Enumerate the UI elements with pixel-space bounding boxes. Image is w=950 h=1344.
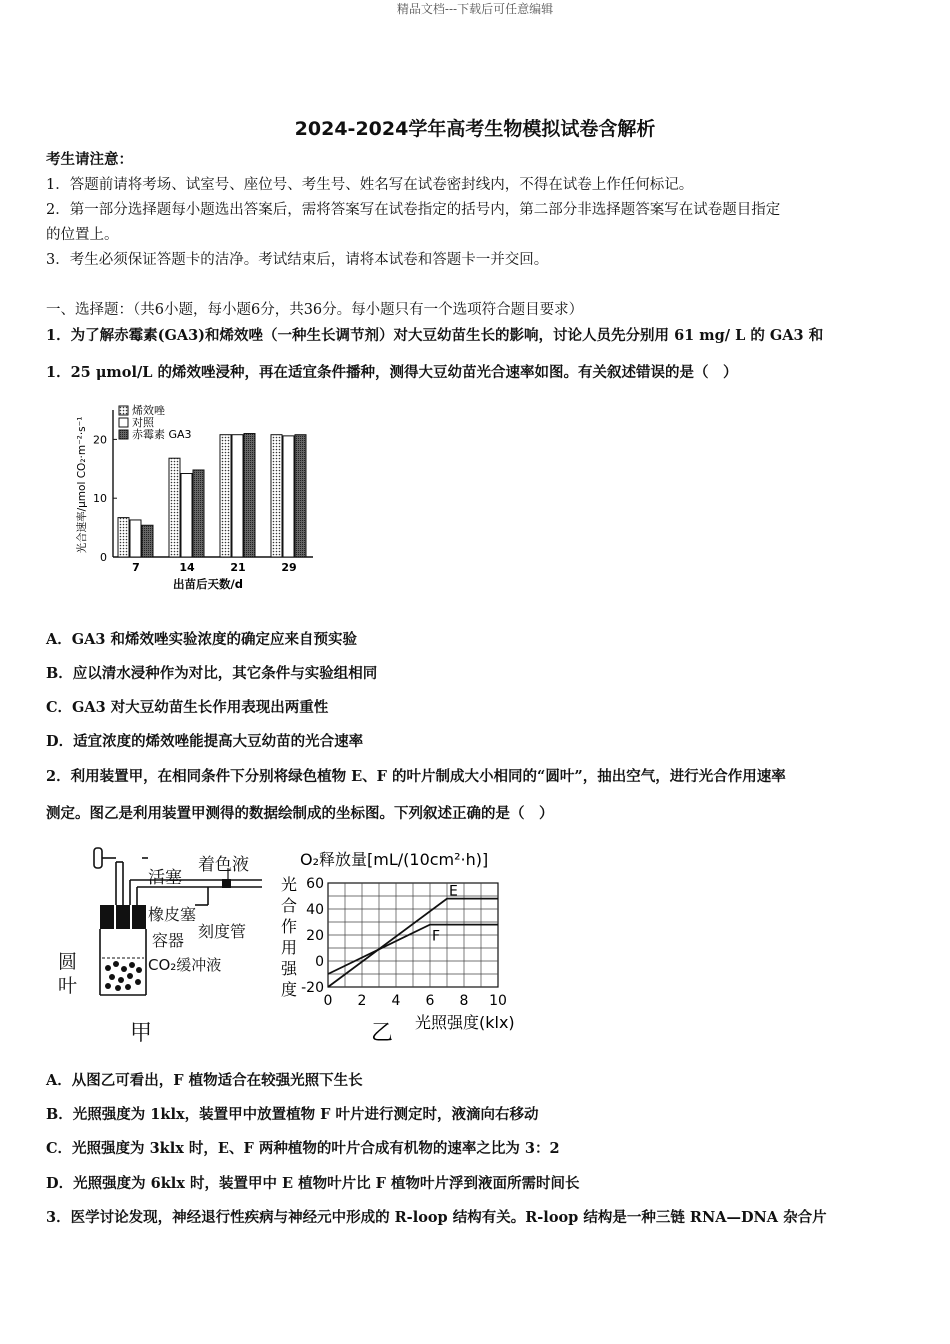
bar-烯效唑 xyxy=(220,435,231,557)
label-buffer: CO₂缓冲液 xyxy=(148,956,222,974)
q1-stem: 1．为了解赤霉素(GA3)和烯效唑（一种生长调节剂）对大豆幼苗生长的影响，讨论人员先分别用 61 mg/ L 的 GA3 和 xyxy=(46,327,824,344)
x-tick-label: 6 xyxy=(425,993,435,1009)
legend-label: 烯效唑 xyxy=(132,404,165,417)
bar-赤霉素 GA3 xyxy=(193,470,204,557)
label-leaf: 叶 xyxy=(58,975,78,997)
x-tick-label: 8 xyxy=(459,993,469,1009)
q1-option-b: B．应以清水浸种作为对比，其它条件与实验组相同 xyxy=(46,665,378,682)
x-tick-label: 4 xyxy=(391,993,401,1009)
bar-烯效唑 xyxy=(271,435,282,557)
y-tick-label: 10 xyxy=(93,492,107,506)
bar-赤霉素 GA3 xyxy=(244,434,255,557)
legend-swatch xyxy=(119,430,128,439)
y-tick-label: 0 xyxy=(100,551,107,564)
legend-label: 对照 xyxy=(132,416,154,429)
x-tick-label: 29 xyxy=(281,561,297,574)
bar-赤霉素 GA3 xyxy=(142,525,153,557)
label-valve: 活塞 xyxy=(148,868,182,888)
bar-对照 xyxy=(130,520,141,557)
q2-stem: 测定。图乙是利用装置甲测得的数据绘制成的坐标图。下列叙述正确的是（ ） xyxy=(46,805,554,822)
bar-烯效唑 xyxy=(118,518,129,557)
y-tick-label: 60 xyxy=(306,876,324,892)
bar-对照 xyxy=(181,474,192,557)
y-tick-label: 20 xyxy=(93,433,107,447)
y-axis-label: 光合速率/μmol CO₂·m⁻²·s⁻¹ xyxy=(76,416,88,554)
notice-item: 2．第一部分选择题每小题选出答案后，需将答案写在试卷指定的括号内，第二部分非选择题答案写在试卷题目指定 xyxy=(46,202,781,218)
x-tick-label: 7 xyxy=(132,561,140,574)
chart-title: O₂释放量[mL/(10cm²·h)] xyxy=(300,850,489,869)
q2-option-c: C．光照强度为 3klx 时，E、F 两种植物的叶片合成有机物的速率之比为 3：2 xyxy=(46,1140,560,1157)
q2-option-d: D．光照强度为 6klx 时，装置甲中 E 植物叶片比 F 植物叶片浮到液面所需时间长 xyxy=(46,1175,580,1192)
apparatus-diagram xyxy=(50,840,280,1050)
label-dye: 着色液 xyxy=(198,855,249,875)
y-tick-label: -20 xyxy=(301,980,324,996)
notice-heading: 考生请注意： xyxy=(46,151,133,168)
colored-droplet xyxy=(222,879,231,888)
q2-stem: 2．利用装置甲，在相同条件下分别将绿色植物 E、F 的叶片制成大小相同的“圆叶”，抽出空气，进行光合作用速率 xyxy=(46,768,786,785)
y-axis-label: 光合作用强度 xyxy=(280,875,298,999)
label-scale-tube: 刻度管 xyxy=(198,922,247,941)
chart-caption: 乙 xyxy=(371,1021,394,1046)
q2-option-b: B．光照强度为 1klx，装置甲中放置植物 F 叶片进行测定时，液滴向右移动 xyxy=(46,1106,539,1123)
q2-line-chart xyxy=(275,840,535,1050)
y-tick-label: 0 xyxy=(315,954,324,970)
y-tick-label: 40 xyxy=(306,902,324,918)
x-tick-label: 21 xyxy=(230,561,246,574)
legend-swatch xyxy=(119,418,128,427)
label-circle: 圆 xyxy=(58,951,78,973)
legend-label: 赤霉素 GA3 xyxy=(132,428,192,441)
bar-对照 xyxy=(232,435,243,557)
leaf-discs xyxy=(105,961,142,991)
x-axis-label: 出苗后天数/d xyxy=(173,577,243,591)
notice-item: 1．答题前请将考场、试室号、座位号、考生号、姓名写在试卷密封线内，不得在试卷上作任何标记。 xyxy=(46,177,694,193)
label-stopper: 橡皮塞 xyxy=(148,905,197,924)
q2-option-a: A．从图乙可看出，F 植物适合在较强光照下生长 xyxy=(46,1072,363,1089)
q1-option-d: D．适宜浓度的烯效唑能提高大豆幼苗的光合速率 xyxy=(46,733,364,750)
series-label-E: E xyxy=(449,883,458,900)
q1-stem: 1．25 μmol/L 的烯效唑浸种，再在适宜条件播种，测得大豆幼苗光合速率如图。有关叙述错误的是（ ） xyxy=(46,364,738,381)
caption-jia: 甲 xyxy=(130,1021,153,1046)
x-tick-label: 0 xyxy=(323,993,333,1009)
notice-item: 的位置上。 xyxy=(46,227,119,243)
page-header: 精品文档---下载后可任意编辑 xyxy=(396,2,554,16)
q1-option-a: A．GA3 和烯效唑实验浓度的确定应来自预实验 xyxy=(46,631,358,648)
page-title: 2024-2024学年高考生物模拟试卷含解析 xyxy=(294,118,656,140)
q3-stem: 3．医学讨论发现，神经退行性疾病与神经元中形成的 R-loop 结构有关。R-loop 结构是一种三链 RNA—DNA 杂合片 xyxy=(46,1209,827,1226)
bar-烯效唑 xyxy=(169,458,180,557)
section-heading: 一、选择题：（共6小题，每小题6分，共36分。每小题只有一个选项符合题目要求） xyxy=(46,302,584,318)
x-axis-label: 光照强度(klx) xyxy=(415,1013,515,1032)
bar-对照 xyxy=(283,436,294,557)
valve-handle xyxy=(94,848,102,868)
series-label-F: F xyxy=(432,928,441,945)
y-tick-label: 20 xyxy=(306,928,324,944)
x-tick-label: 14 xyxy=(179,561,195,574)
q1-option-c: C．GA3 对大豆幼苗生长作用表现出两重性 xyxy=(46,699,329,716)
bar-赤霉素 GA3 xyxy=(295,435,306,557)
notice-item: 3．考生必须保证答题卡的洁净。考试结束后，请将本试卷和答题卡一并交回。 xyxy=(46,252,549,268)
q1-bar-chart xyxy=(68,400,328,595)
x-tick-label: 10 xyxy=(489,993,507,1009)
legend-swatch xyxy=(119,406,128,415)
label-container: 容器 xyxy=(152,931,185,950)
x-tick-label: 2 xyxy=(357,993,367,1009)
